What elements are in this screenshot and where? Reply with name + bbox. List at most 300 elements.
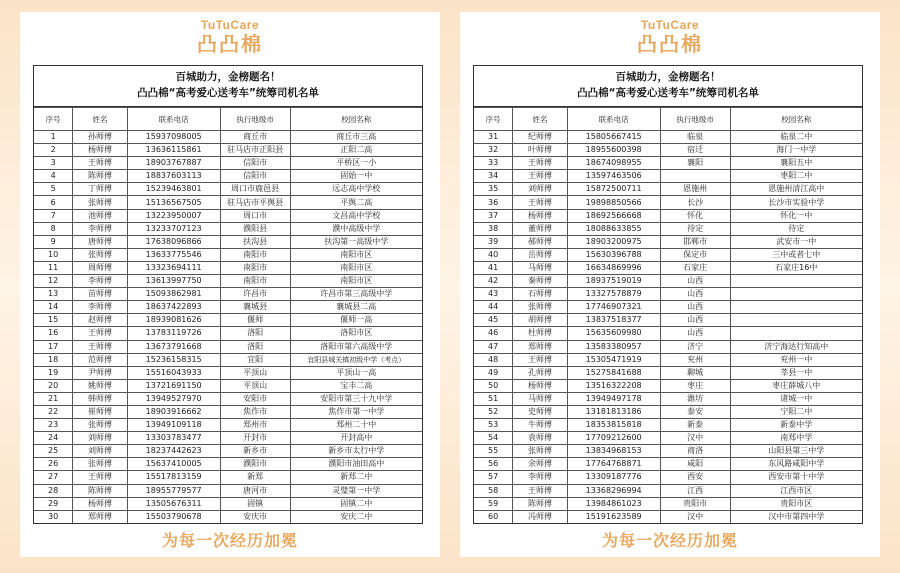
document-title: [34, 66, 422, 107]
cell-phone: 18674098955: [567, 157, 660, 170]
cell-name: 赵师傅: [73, 314, 127, 327]
cell-name: 张师傅: [513, 445, 567, 458]
cell-name: 王师傅: [513, 196, 567, 209]
cell-phone: 13783119726: [127, 327, 220, 340]
cell-phone: 17709212600: [567, 432, 660, 445]
table-row: [474, 353, 862, 366]
table-row: [474, 183, 862, 196]
cell-school: [730, 301, 862, 314]
cell-name: 岳师傅: [513, 248, 567, 261]
table-row: [474, 458, 862, 471]
cell-school: 宝丰二高: [290, 379, 422, 392]
cell-phone: 13505676311: [127, 497, 220, 510]
cell-city: 贵阳市: [660, 497, 730, 510]
cell-phone: 15872500711: [567, 183, 660, 196]
cell-index: 58: [474, 484, 513, 497]
cell-index: 36: [474, 196, 513, 209]
table-header-row: [474, 108, 862, 131]
table-row: [34, 196, 422, 209]
table-row: [34, 419, 422, 432]
cell-index: 14: [34, 301, 73, 314]
cell-name: 韩师傅: [73, 392, 127, 405]
cell-name: 姚师傅: [73, 379, 127, 392]
cell-school: 郑州二十中: [290, 419, 422, 432]
cell-phone: 15305471919: [567, 353, 660, 366]
title-line-2: 凸凸棉“高考爱心送考车”统筹司机名单: [577, 87, 759, 99]
header-index: 序号: [474, 108, 513, 131]
cell-city: 临泉: [660, 131, 730, 144]
table-row: [34, 484, 422, 497]
table-body: [34, 131, 422, 524]
cell-school: 固镇二中: [290, 497, 422, 510]
cell-name: 刘师傅: [513, 183, 567, 196]
cell-school: 汉中市第四中学: [730, 510, 862, 523]
header-name: 姓名: [513, 108, 567, 131]
cell-city: 兖州: [660, 353, 730, 366]
table-row: [474, 419, 862, 432]
cell-school: 洛阳市第六高级中学: [290, 340, 422, 353]
cell-index: 2: [34, 144, 73, 157]
cell-phone: 13636115861: [127, 144, 220, 157]
cell-name: 苗师傅: [73, 288, 127, 301]
table-row: [474, 392, 862, 405]
cell-index: 45: [474, 314, 513, 327]
table-row: [474, 235, 862, 248]
cell-index: 59: [474, 497, 513, 510]
table-row: [34, 209, 422, 222]
cell-name: 王师傅: [73, 471, 127, 484]
cell-city: 驻马店市平舆县: [220, 196, 290, 209]
cell-school: 正阳二高: [290, 144, 422, 157]
table-row: [474, 131, 862, 144]
cell-phone: 15517813159: [127, 471, 220, 484]
cell-name: 刘师傅: [73, 432, 127, 445]
cell-phone: 18955779577: [127, 484, 220, 497]
table-row: [474, 432, 862, 445]
cell-school: 宁阳二中: [730, 405, 862, 418]
cell-city: 焦作市: [220, 405, 290, 418]
cell-city: 濮阳县: [220, 222, 290, 235]
cell-school: 南阳市区: [290, 275, 422, 288]
brand-logo: [460, 12, 880, 64]
table-row: [34, 379, 422, 392]
driver-table: [34, 107, 422, 523]
cell-phone: 13516322208: [567, 379, 660, 392]
cell-index: 44: [474, 301, 513, 314]
cell-phone: 18955600398: [567, 144, 660, 157]
cell-name: 冯师傅: [513, 510, 567, 523]
cell-school: 诸城一中: [730, 392, 862, 405]
cell-name: 池师傅: [73, 209, 127, 222]
table-row: [34, 353, 422, 366]
table-row: [34, 170, 422, 183]
table-row: [34, 288, 422, 301]
cell-phone: 18903916662: [127, 405, 220, 418]
cell-school: 偃师一高: [290, 314, 422, 327]
cell-name: 马师傅: [513, 392, 567, 405]
cell-city: 襄阳: [660, 157, 730, 170]
cell-phone: 15191623589: [567, 510, 660, 523]
cell-phone: 18692566668: [567, 209, 660, 222]
cell-index: 28: [34, 484, 73, 497]
cell-phone: 18088633855: [567, 222, 660, 235]
cell-index: 9: [34, 235, 73, 248]
cell-city: 山西: [660, 301, 730, 314]
cell-index: 17: [34, 340, 73, 353]
cell-index: 20: [34, 379, 73, 392]
header-phone: 联系电话: [567, 108, 660, 131]
cell-name: 张师傅: [513, 301, 567, 314]
cell-school: 东风路咸阳中学: [730, 458, 862, 471]
cell-name: 王师傅: [513, 170, 567, 183]
cell-index: 34: [474, 170, 513, 183]
cell-name: 周师傅: [73, 261, 127, 274]
cell-city: 江西: [660, 484, 730, 497]
cell-index: 37: [474, 209, 513, 222]
cell-name: 丁师傅: [73, 183, 127, 196]
cell-phone: 15136567505: [127, 196, 220, 209]
table-row: [34, 235, 422, 248]
table-row: [34, 340, 422, 353]
table-row: [474, 379, 862, 392]
header-city: 执行地级市: [220, 108, 290, 131]
table-row: [34, 497, 422, 510]
cell-city: 潍坊: [660, 392, 730, 405]
cell-phone: 15937098005: [127, 131, 220, 144]
cell-school: [730, 288, 862, 301]
cell-city: 南阳市: [220, 248, 290, 261]
table-row: [474, 288, 862, 301]
header-school: 校园名称: [730, 108, 862, 131]
cell-school: 许昌市第三高级中学: [290, 288, 422, 301]
title-line-1: 百城助力，金榜题名！: [615, 71, 721, 83]
cell-city: 唐河市: [220, 484, 290, 497]
cell-city: 山西: [660, 275, 730, 288]
cell-index: 56: [474, 458, 513, 471]
cell-index: 43: [474, 288, 513, 301]
table-row: [474, 497, 862, 510]
cell-name: 史师傅: [513, 405, 567, 418]
slogan-left: 为每一次经历加冕: [161, 531, 298, 550]
cell-name: 张师傅: [73, 458, 127, 471]
table-row: [474, 510, 862, 523]
cell-school: 襄城县二高: [290, 301, 422, 314]
cell-name: 牛师傅: [513, 419, 567, 432]
cell-phone: 13327578879: [567, 288, 660, 301]
cell-school: 三中或者七中: [730, 248, 862, 261]
cell-name: 张师傅: [73, 196, 127, 209]
table-row: [474, 327, 862, 340]
cell-school: 南阳市区: [290, 248, 422, 261]
cell-school: 平桥区一小: [290, 157, 422, 170]
cell-index: 39: [474, 235, 513, 248]
cell-school: 安庆二中: [290, 510, 422, 523]
cell-index: 49: [474, 366, 513, 379]
cell-index: 29: [34, 497, 73, 510]
cell-index: 47: [474, 340, 513, 353]
cell-index: 55: [474, 445, 513, 458]
cell-phone: 15093862981: [127, 288, 220, 301]
cell-index: 24: [34, 432, 73, 445]
cell-city: 郑州市: [220, 419, 290, 432]
cell-school: 枣阳二中: [730, 170, 862, 183]
cell-city: 平顶山: [220, 366, 290, 379]
cell-school: 莘县一中: [730, 366, 862, 379]
table-row: [474, 209, 862, 222]
table-row: [474, 471, 862, 484]
cell-phone: 13949109118: [127, 419, 220, 432]
table-row: [474, 222, 862, 235]
cell-index: 1: [34, 131, 73, 144]
cell-school: 商丘市三高: [290, 131, 422, 144]
cell-name: 纪师傅: [513, 131, 567, 144]
table-body: [474, 131, 862, 524]
cell-phone: 18937519019: [567, 275, 660, 288]
cell-city: 咸阳: [660, 458, 730, 471]
cell-phone: 13834968153: [567, 445, 660, 458]
table-row: [34, 405, 422, 418]
cell-phone: 15275841688: [567, 366, 660, 379]
table-row: [34, 366, 422, 379]
cell-index: 52: [474, 405, 513, 418]
cell-city: 偃师: [220, 314, 290, 327]
cell-index: 8: [34, 222, 73, 235]
cell-city: 山西: [660, 327, 730, 340]
cell-school: 灵璧第一中学: [290, 484, 422, 497]
cell-name: 李师傅: [73, 301, 127, 314]
cell-school: 怀化一中: [730, 209, 862, 222]
cell-city: 保定市: [660, 248, 730, 261]
cell-school: 新乡市太行中学: [290, 445, 422, 458]
cell-city: 洛阳: [220, 340, 290, 353]
cell-name: 郑师傅: [73, 510, 127, 523]
cell-school: 海门一中学: [730, 144, 862, 157]
cell-school: [730, 327, 862, 340]
cell-index: 35: [474, 183, 513, 196]
cell-name: 陈师傅: [73, 170, 127, 183]
cell-name: 王师傅: [513, 484, 567, 497]
cell-name: 李师傅: [73, 275, 127, 288]
cell-city: 扶沟县: [220, 235, 290, 248]
cell-school: 济宁海达行知高中: [730, 340, 862, 353]
table-row: [34, 510, 422, 523]
cell-name: 王师傅: [73, 157, 127, 170]
cell-index: 10: [34, 248, 73, 261]
table-row: [34, 432, 422, 445]
brand-english: TuTuCare: [200, 18, 260, 32]
table-row: [34, 275, 422, 288]
cell-index: 46: [474, 327, 513, 340]
cell-name: 张师傅: [73, 419, 127, 432]
cell-name: 郝师傅: [513, 235, 567, 248]
cell-name: 袁师傅: [513, 432, 567, 445]
cell-school: 南阳市区: [290, 261, 422, 274]
driver-table: [474, 107, 862, 523]
cell-city: 汉中: [660, 510, 730, 523]
cell-city: 周口市鹿邑县: [220, 183, 290, 196]
cell-school: 待定: [730, 222, 862, 235]
cell-phone: 18903767887: [127, 157, 220, 170]
cell-index: 27: [34, 471, 73, 484]
cell-index: 51: [474, 392, 513, 405]
left-panel: [20, 12, 440, 557]
cell-city: 安阳市: [220, 392, 290, 405]
table-row: [474, 405, 862, 418]
slogan-right: 为每一次经历加冕: [601, 531, 738, 550]
cell-name: 董师傅: [513, 222, 567, 235]
cell-city: 泰安: [660, 405, 730, 418]
cell-name: 孔师傅: [513, 366, 567, 379]
cell-school: 洛阳市区: [290, 327, 422, 340]
cell-name: 尹师傅: [73, 366, 127, 379]
header-phone: 联系电话: [127, 108, 220, 131]
cell-school: 贵阳市区: [730, 497, 862, 510]
cell-school: 平舆二高: [290, 196, 422, 209]
table-row: [34, 131, 422, 144]
table-row: [474, 196, 862, 209]
cell-phone: 13633775546: [127, 248, 220, 261]
cell-city: 宿迁: [660, 144, 730, 157]
table-row: [474, 170, 862, 183]
cell-name: 陈师傅: [513, 497, 567, 510]
cell-index: 32: [474, 144, 513, 157]
cell-name: 崔师傅: [73, 405, 127, 418]
cell-index: 31: [474, 131, 513, 144]
cell-index: 7: [34, 209, 73, 222]
cell-index: 4: [34, 170, 73, 183]
cell-school: 南郑中学: [730, 432, 862, 445]
cell-phone: 13949497178: [567, 392, 660, 405]
document-title: [474, 66, 862, 107]
cell-name: 杜师傅: [513, 327, 567, 340]
cell-phone: 13597463506: [567, 170, 660, 183]
cell-school: 文昌高中学校: [290, 209, 422, 222]
cell-school: 安阳市第三十九中学: [290, 392, 422, 405]
cell-school: 固始一中: [290, 170, 422, 183]
cell-phone: 18353815818: [567, 419, 660, 432]
cell-school: 焦作市第一中学: [290, 405, 422, 418]
cell-name: 杨师傅: [513, 379, 567, 392]
cell-city: 新泰: [660, 419, 730, 432]
cell-name: 刘师傅: [73, 445, 127, 458]
cell-school: 恩施州清江高中: [730, 183, 862, 196]
cell-name: 余师傅: [513, 458, 567, 471]
cell-phone: 18939081626: [127, 314, 220, 327]
table-row: [34, 301, 422, 314]
brand-chinese: 凸凸棉: [637, 32, 703, 56]
cell-school: 濮阳市油田高中: [290, 458, 422, 471]
cell-city: 怀化: [660, 209, 730, 222]
cell-name: 王师傅: [73, 340, 127, 353]
cell-city: 平顶山: [220, 379, 290, 392]
cell-name: 石师傅: [513, 288, 567, 301]
table-row: [34, 144, 422, 157]
cell-school: [730, 275, 862, 288]
cell-phone: 17746907321: [567, 301, 660, 314]
brand-english: TuTuCare: [640, 18, 700, 32]
cell-school: 山阳县第三中学: [730, 445, 862, 458]
cell-school: 武安市一中: [730, 235, 862, 248]
table-row: [474, 340, 862, 353]
cell-city: 西安: [660, 471, 730, 484]
cell-city: 石家庄: [660, 261, 730, 274]
cell-name: 杨师傅: [513, 209, 567, 222]
cell-name: 胡师傅: [513, 314, 567, 327]
cell-index: 30: [34, 510, 73, 523]
cell-name: 郑师傅: [513, 340, 567, 353]
cell-name: 马师傅: [513, 261, 567, 274]
cell-city: 枣庄: [660, 379, 730, 392]
cell-phone: 15637410005: [127, 458, 220, 471]
cell-phone: 17764768871: [567, 458, 660, 471]
cell-name: 张师傅: [73, 248, 127, 261]
table-row: [474, 157, 862, 170]
cell-city: 山西: [660, 314, 730, 327]
cell-city: 恩施州: [660, 183, 730, 196]
cell-city: 南阳市: [220, 275, 290, 288]
cell-school: 枣庄薛城八中: [730, 379, 862, 392]
cell-city: 襄城县: [220, 301, 290, 314]
table-row: [474, 248, 862, 261]
cell-city: 开封市: [220, 432, 290, 445]
cell-index: 12: [34, 275, 73, 288]
cell-phone: 18903200975: [567, 235, 660, 248]
cell-phone: 13303783477: [127, 432, 220, 445]
cell-phone: 13583380957: [567, 340, 660, 353]
table-row: [474, 275, 862, 288]
cell-phone: 15635609980: [567, 327, 660, 340]
cell-index: 57: [474, 471, 513, 484]
cell-city: [660, 170, 730, 183]
table-row: [34, 471, 422, 484]
table-row: [34, 314, 422, 327]
cell-school: 远志高中学校: [290, 183, 422, 196]
table-row: [474, 366, 862, 379]
cell-city: 洛阳: [220, 327, 290, 340]
cell-city: 聊城: [660, 366, 730, 379]
cell-school: 新泰中学: [730, 419, 862, 432]
cell-school: 西安市第十中学: [730, 471, 862, 484]
cell-name: 王师傅: [73, 327, 127, 340]
cell-phone: 17638096866: [127, 235, 220, 248]
table-row: [474, 261, 862, 274]
cell-school: 扶沟第一高级中学: [290, 235, 422, 248]
cell-phone: 15630396788: [567, 248, 660, 261]
cell-school: 宜阳县城关镇初级中学（考点）: [290, 353, 422, 366]
cell-index: 48: [474, 353, 513, 366]
cell-index: 11: [34, 261, 73, 274]
cell-name: 王师傅: [513, 157, 567, 170]
cell-index: 53: [474, 419, 513, 432]
cell-index: 38: [474, 222, 513, 235]
table-row: [34, 458, 422, 471]
cell-index: 50: [474, 379, 513, 392]
cell-name: 陈师傅: [73, 484, 127, 497]
table-row: [34, 222, 422, 235]
cell-school: 长沙市实验中学: [730, 196, 862, 209]
cell-city: 新乡市: [220, 445, 290, 458]
cell-name: 杨师傅: [73, 497, 127, 510]
cell-index: 18: [34, 353, 73, 366]
cell-phone: 13837518377: [567, 314, 660, 327]
cell-index: 54: [474, 432, 513, 445]
cell-city: 新郑: [220, 471, 290, 484]
cell-school: 开封高中: [290, 432, 422, 445]
cell-index: 19: [34, 366, 73, 379]
cell-phone: 13223950007: [127, 209, 220, 222]
cell-city: 商洛: [660, 445, 730, 458]
cell-city: 待定: [660, 222, 730, 235]
